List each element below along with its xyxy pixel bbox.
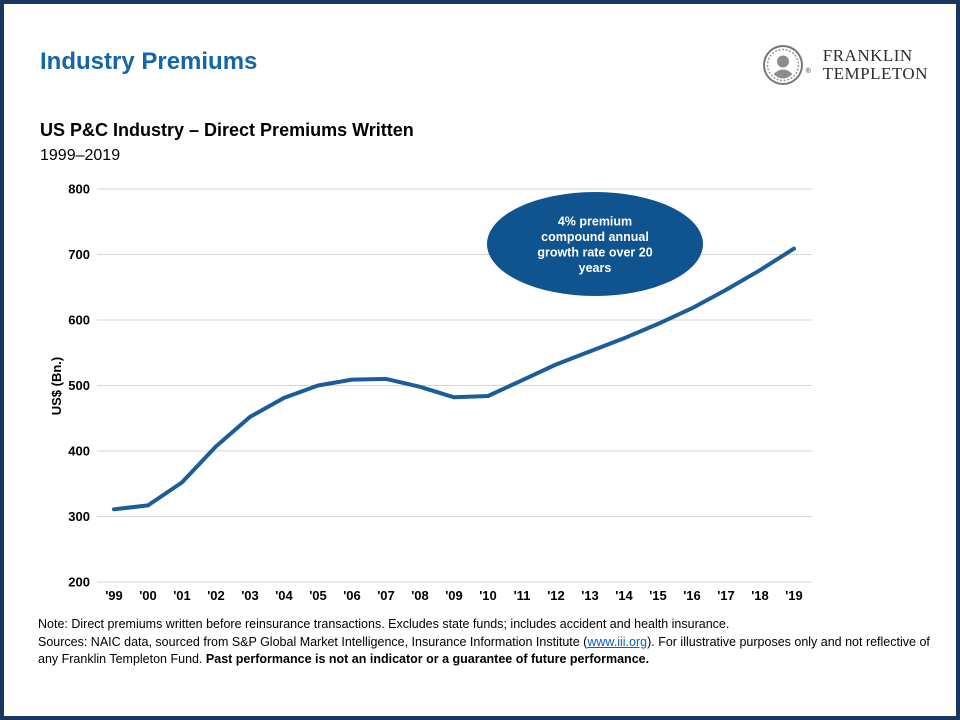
x-tick-label-17: '17 bbox=[717, 588, 735, 603]
y-tick-label-500: 500 bbox=[68, 378, 90, 393]
footnotes bbox=[38, 616, 944, 669]
cagr-annotation-line-1: 4% premium bbox=[557, 214, 633, 229]
x-tick-label-04: '04 bbox=[275, 588, 293, 603]
x-tick-label-06: '06 bbox=[343, 588, 361, 603]
sources-text-continued: ). For illustrative purposes only and not reflective of any Franklin Templeton Fund. bbox=[38, 634, 930, 666]
franklin-head-icon bbox=[762, 44, 804, 86]
x-tick-label-07: '07 bbox=[377, 588, 395, 603]
x-tick-label-09: '09 bbox=[445, 588, 463, 603]
x-tick-label-99: '99 bbox=[105, 588, 123, 603]
page-title: Industry Premiums bbox=[40, 48, 258, 75]
x-tick-label-14: '14 bbox=[615, 588, 633, 603]
logo-word-franklin: FRANKLIN bbox=[822, 46, 913, 65]
x-tick-label-11: '11 bbox=[513, 588, 531, 603]
y-tick-label-300: 300 bbox=[68, 509, 90, 524]
y-tick-label-600: 600 bbox=[68, 312, 90, 328]
premiums-series-line bbox=[114, 249, 794, 510]
franklin-templeton-logo bbox=[762, 44, 928, 86]
chart-title: US P&C Industry – Direct Premiums Written bbox=[40, 120, 414, 140]
past-performance-disclaimer: Past performance is not an indicator or a guarantee of future performance. bbox=[205, 652, 650, 666]
x-tick-label-03: '03 bbox=[241, 588, 259, 603]
registered-trademark: ® bbox=[805, 67, 811, 75]
sources-text: Sources: NAIC data, sourced from S&P Global Market Intelligence, Insurance Information Institute ( bbox=[38, 634, 588, 649]
footnote-sources bbox=[38, 634, 944, 669]
x-tick-label-02: '02 bbox=[207, 588, 225, 603]
y-tick-label-200: 200 bbox=[68, 574, 90, 590]
x-tick-label-13: '13 bbox=[581, 588, 599, 603]
x-tick-label-05: '05 bbox=[309, 588, 327, 603]
x-tick-label-08: '08 bbox=[411, 588, 429, 603]
x-tick-label-10: '10 bbox=[479, 588, 497, 603]
x-tick-label-01: '01 bbox=[173, 588, 191, 603]
footnote-note: Note: Direct premiums written before reinsurance transactions. Excludes state funds; includes accident and health insurance. bbox=[38, 617, 730, 631]
premiums-line-chart bbox=[4, 176, 960, 616]
y-axis-title: US$ (Bn.) bbox=[49, 356, 64, 416]
cagr-annotation-oval bbox=[487, 192, 703, 296]
y-tick-label-700: 700 bbox=[68, 247, 90, 262]
x-tick-label-15: '15 bbox=[649, 588, 667, 603]
logo-wordmark bbox=[823, 47, 928, 83]
cagr-annotation-line-2: compound annual bbox=[541, 229, 649, 244]
x-tick-label-16: '16 bbox=[683, 588, 701, 603]
y-tick-label-800: 800 bbox=[68, 181, 90, 197]
y-tick-label-400: 400 bbox=[68, 443, 90, 459]
x-tick-label-12: '12 bbox=[547, 588, 565, 603]
cagr-annotation-line-4: years bbox=[578, 260, 612, 275]
x-tick-label-19: '19 bbox=[785, 588, 803, 603]
iii-org-link[interactable]: www.iii.org bbox=[587, 634, 648, 649]
cagr-annotation-line-3: growth rate over 20 bbox=[537, 245, 653, 260]
logo-word-templeton: TEMPLETON bbox=[822, 64, 928, 83]
x-tick-label-18: '18 bbox=[751, 588, 769, 603]
x-tick-label-00: '00 bbox=[139, 588, 157, 603]
chart-period: 1999–2019 bbox=[40, 147, 121, 164]
